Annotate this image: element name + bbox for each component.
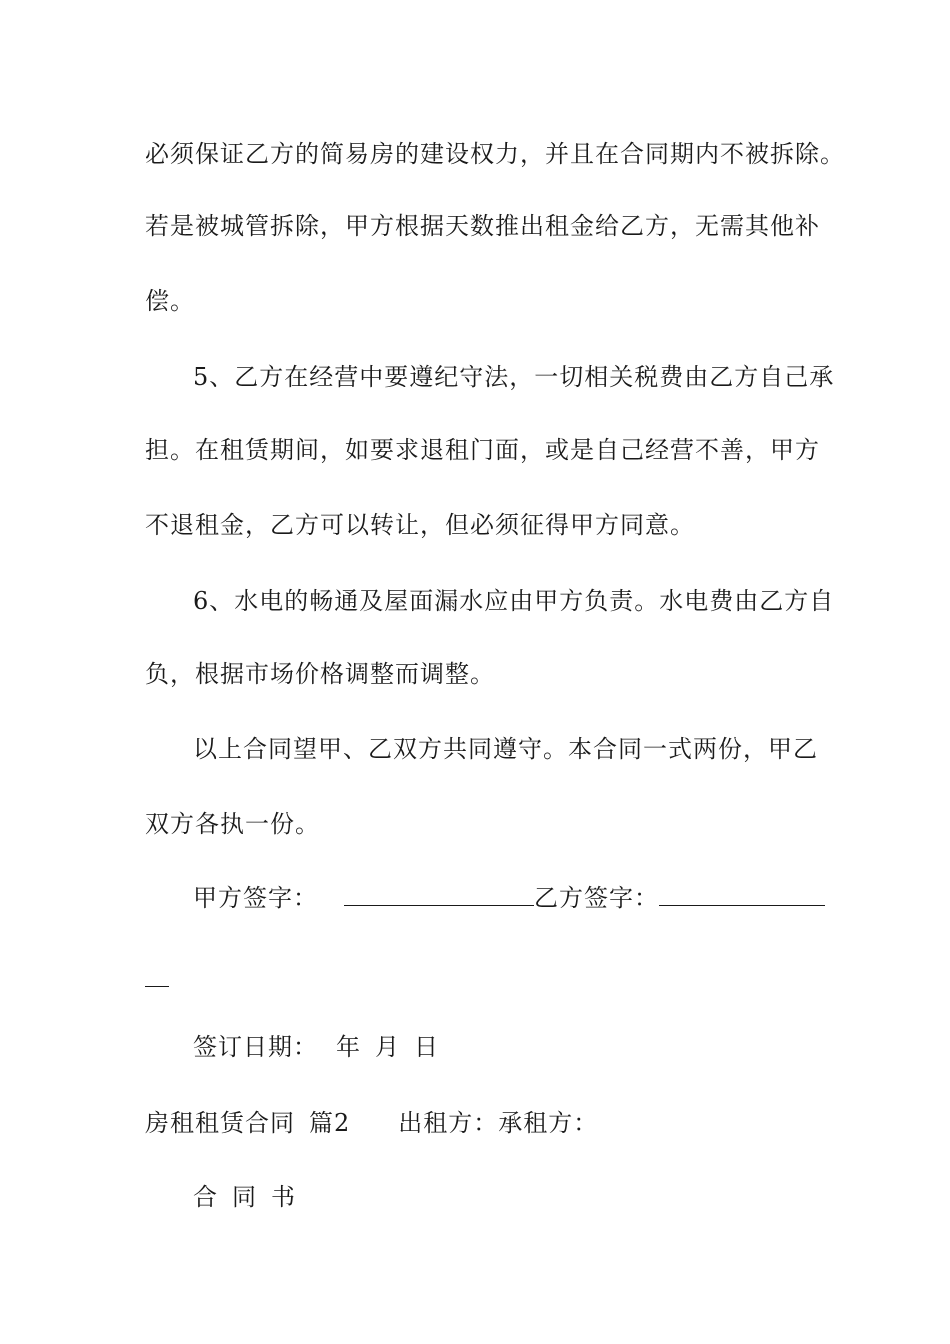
signature-row xyxy=(193,882,825,914)
party-a-signature-label: 甲方签字： xyxy=(193,884,318,912)
contract-heading-char: 合 xyxy=(193,1183,218,1211)
party-b-signature-blank[interactable] xyxy=(659,883,825,906)
signature-blank-continuation xyxy=(145,986,169,987)
sign-date-day: 日 xyxy=(414,1033,439,1061)
body-line: 偿。 xyxy=(145,287,195,315)
contract-heading-char: 同 xyxy=(232,1183,257,1211)
section-2-part: 篇2 xyxy=(309,1109,351,1137)
body-line: 负，根据市场价格调整而调整。 xyxy=(145,660,495,688)
body-line: 担。在租赁期间，如要求退租门面，或是自己经营不善，甲方 xyxy=(145,436,820,464)
party-a-signature-blank[interactable] xyxy=(344,883,534,906)
body-line: 双方各执一份。 xyxy=(145,810,320,838)
contract-heading-char: 书 xyxy=(271,1183,296,1211)
body-line: 必须保证乙方的简易房的建设权力，并且在合同期内不被拆除。 xyxy=(145,140,845,168)
contract-heading xyxy=(193,1181,296,1213)
clause-6-line: 6、水电的畅通及屋面漏水应由甲方负责。水电费由乙方自 xyxy=(193,587,835,615)
body-line: 若是被城管拆除，甲方根据天数推出租金给乙方，无需其他补 xyxy=(145,212,820,240)
sign-date-label: 签订日期： xyxy=(193,1033,318,1061)
closing-line: 以上合同望甲、乙双方共同遵守。本合同一式两份，甲乙 xyxy=(193,735,818,763)
sign-date-row xyxy=(193,1031,439,1063)
clause-5-line: 5、乙方在经营中要遵纪守法，一切相关税费由乙方自己承 xyxy=(193,363,835,391)
sign-date-month: 月 xyxy=(375,1033,400,1061)
sign-date-year: 年 xyxy=(336,1033,361,1061)
body-line: 不退租金，乙方可以转让，但必须征得甲方同意。 xyxy=(145,511,695,539)
lessee-label: 承租方： xyxy=(498,1109,599,1137)
lessor-label: 出租方： xyxy=(398,1109,499,1137)
section-2-title: 房租租赁合同 xyxy=(145,1109,295,1137)
section-2-heading-row xyxy=(145,1107,598,1139)
party-b-signature-label: 乙方签字： xyxy=(534,884,659,912)
